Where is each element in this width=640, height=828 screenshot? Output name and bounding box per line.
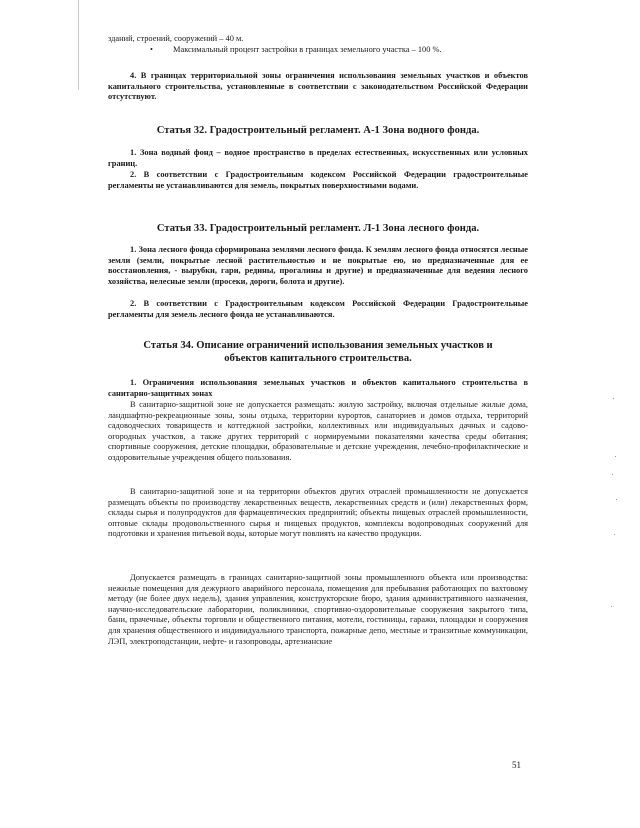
article-34-title (108, 339, 528, 365)
article-32-title: Статья 32. Градостроительный регламент. А-1 Зона водного фонда. (156, 125, 480, 136)
bullet-text: Максимальный процент застройки в границах земельного участка – 100 %. (173, 45, 442, 54)
article-34-para-2: В санитарно-защитной зоне и на территории объектов других отраслей промышленности не допускается размещать объекты по производству лекарственных веществ, лекарственных средств и (или) лекарственных форм, склады сырья и полупродуктов для фармацевтических предприятий; объекты пищевых отраслей промышленности, оптовые склады продовольственного сырья и пищевых продуктов, комплексы водопроводных сооружений для подготовки и хранения питьевой воды, которые могут повлиять на качество продукции. (108, 487, 528, 539)
text-line-top: зданий, строений, сооружений – 40 м. (108, 34, 244, 43)
bullet-icon: • (150, 45, 153, 54)
article-32-para-1: 1. Зона водный фонд – водное пространство в пределах естественных, искусственных или условных границ. (108, 148, 528, 168)
article-33-para-1: 1. Зона лесного фонда сформирована землями лесного фонда. К землям лесного фонда относятся лесные земли (земли, покрытые лесной растительностью и не покрытые ею, но предназначенные для ее восстановления, - вырубки, гари, редины, прогалины и другие) и предназначенные для ведения лесного хозяйства, нелесные земли (просеки, дороги, болота и другие). (108, 245, 528, 286)
scan-speck (614, 534, 615, 535)
paragraph-4: 4. В границах территориальной зоны ограничения использования земельных участков и объектов капитального строительства, установленные в соответствии с законодательством Российской Федерации отсутствуют. (108, 71, 528, 102)
article-33-para-2: 2. В соответствии с Градостроительным кодексом Российской Федерации Градостроительные регламенты для земель лесного фонда не устанавливаются. (108, 299, 528, 319)
article-32-para-2: 2. В соответствии с Градостроительным кодексом Российской Федерации градостроительные регламенты не устанавливаются для земель, покрытых поверхностными водами. (108, 170, 528, 190)
article-34-title-line-2: объектов капитального строительства. (224, 353, 412, 364)
article-34-para-3: Допускается размещать в границах санитарно-защитной зоны промышленного объекта или производства: нежилые помещения для дежурного аварийного персонала, помещения для пребывания работающих по вахтовому методу (не более двух недель), здания управления, конструкторские бюро, здания административного назначения, научно-исследовательские лаборатории, поликлиники, спортивно-оздоровительные сооружения закрытого типа, бани, прачечные, объекты торговли и общественного питания, мотели, гостиницы, гаражи, площадки и сооружения для хранения общественного и индивидуального транспорта, пожарные депо, местные и транзитные коммуникации, ЛЭП, электроподстанции, нефте- и газопроводы, артезианские (108, 573, 528, 646)
bullet-item (150, 45, 442, 54)
article-33-title: Статья 33. Градостроительный регламент. Л-1 Зона лесного фонда. (156, 223, 480, 234)
article-34-subheading-1: 1. Ограничения использования земельных участков и объектов капитального строительства в санитарно-защитных зонах (108, 378, 528, 398)
page-number: 51 (512, 760, 521, 770)
article-34-title-line-1: Статья 34. Описание ограничений использования земельных участков и (143, 340, 493, 351)
scan-speck (613, 398, 614, 399)
scan-speck (616, 499, 617, 500)
scan-speck (612, 474, 613, 475)
scan-artifact-line (78, 0, 79, 90)
scan-speck (615, 456, 616, 457)
scan-speck (611, 606, 612, 607)
article-34-para-1: В санитарно-защитной зоне не допускается размещать: жилую застройку, включая отдельные жилые дома, ландшафтно-рекреационные зоны, зоны отдыха, территории курортов, санаториев и домов отдыха, территорий садоводческих товариществ и коттеджной застройки, коллективных или индивидуальных дачных и садово-огородных участков, а также других территорий с нормируемыми показателями качества среды обитания; спортивные сооружения, детские площадки, образовательные и детские учреждения, лечебно-профилактические и оздоровительные учреждения общего пользования. (108, 400, 528, 462)
